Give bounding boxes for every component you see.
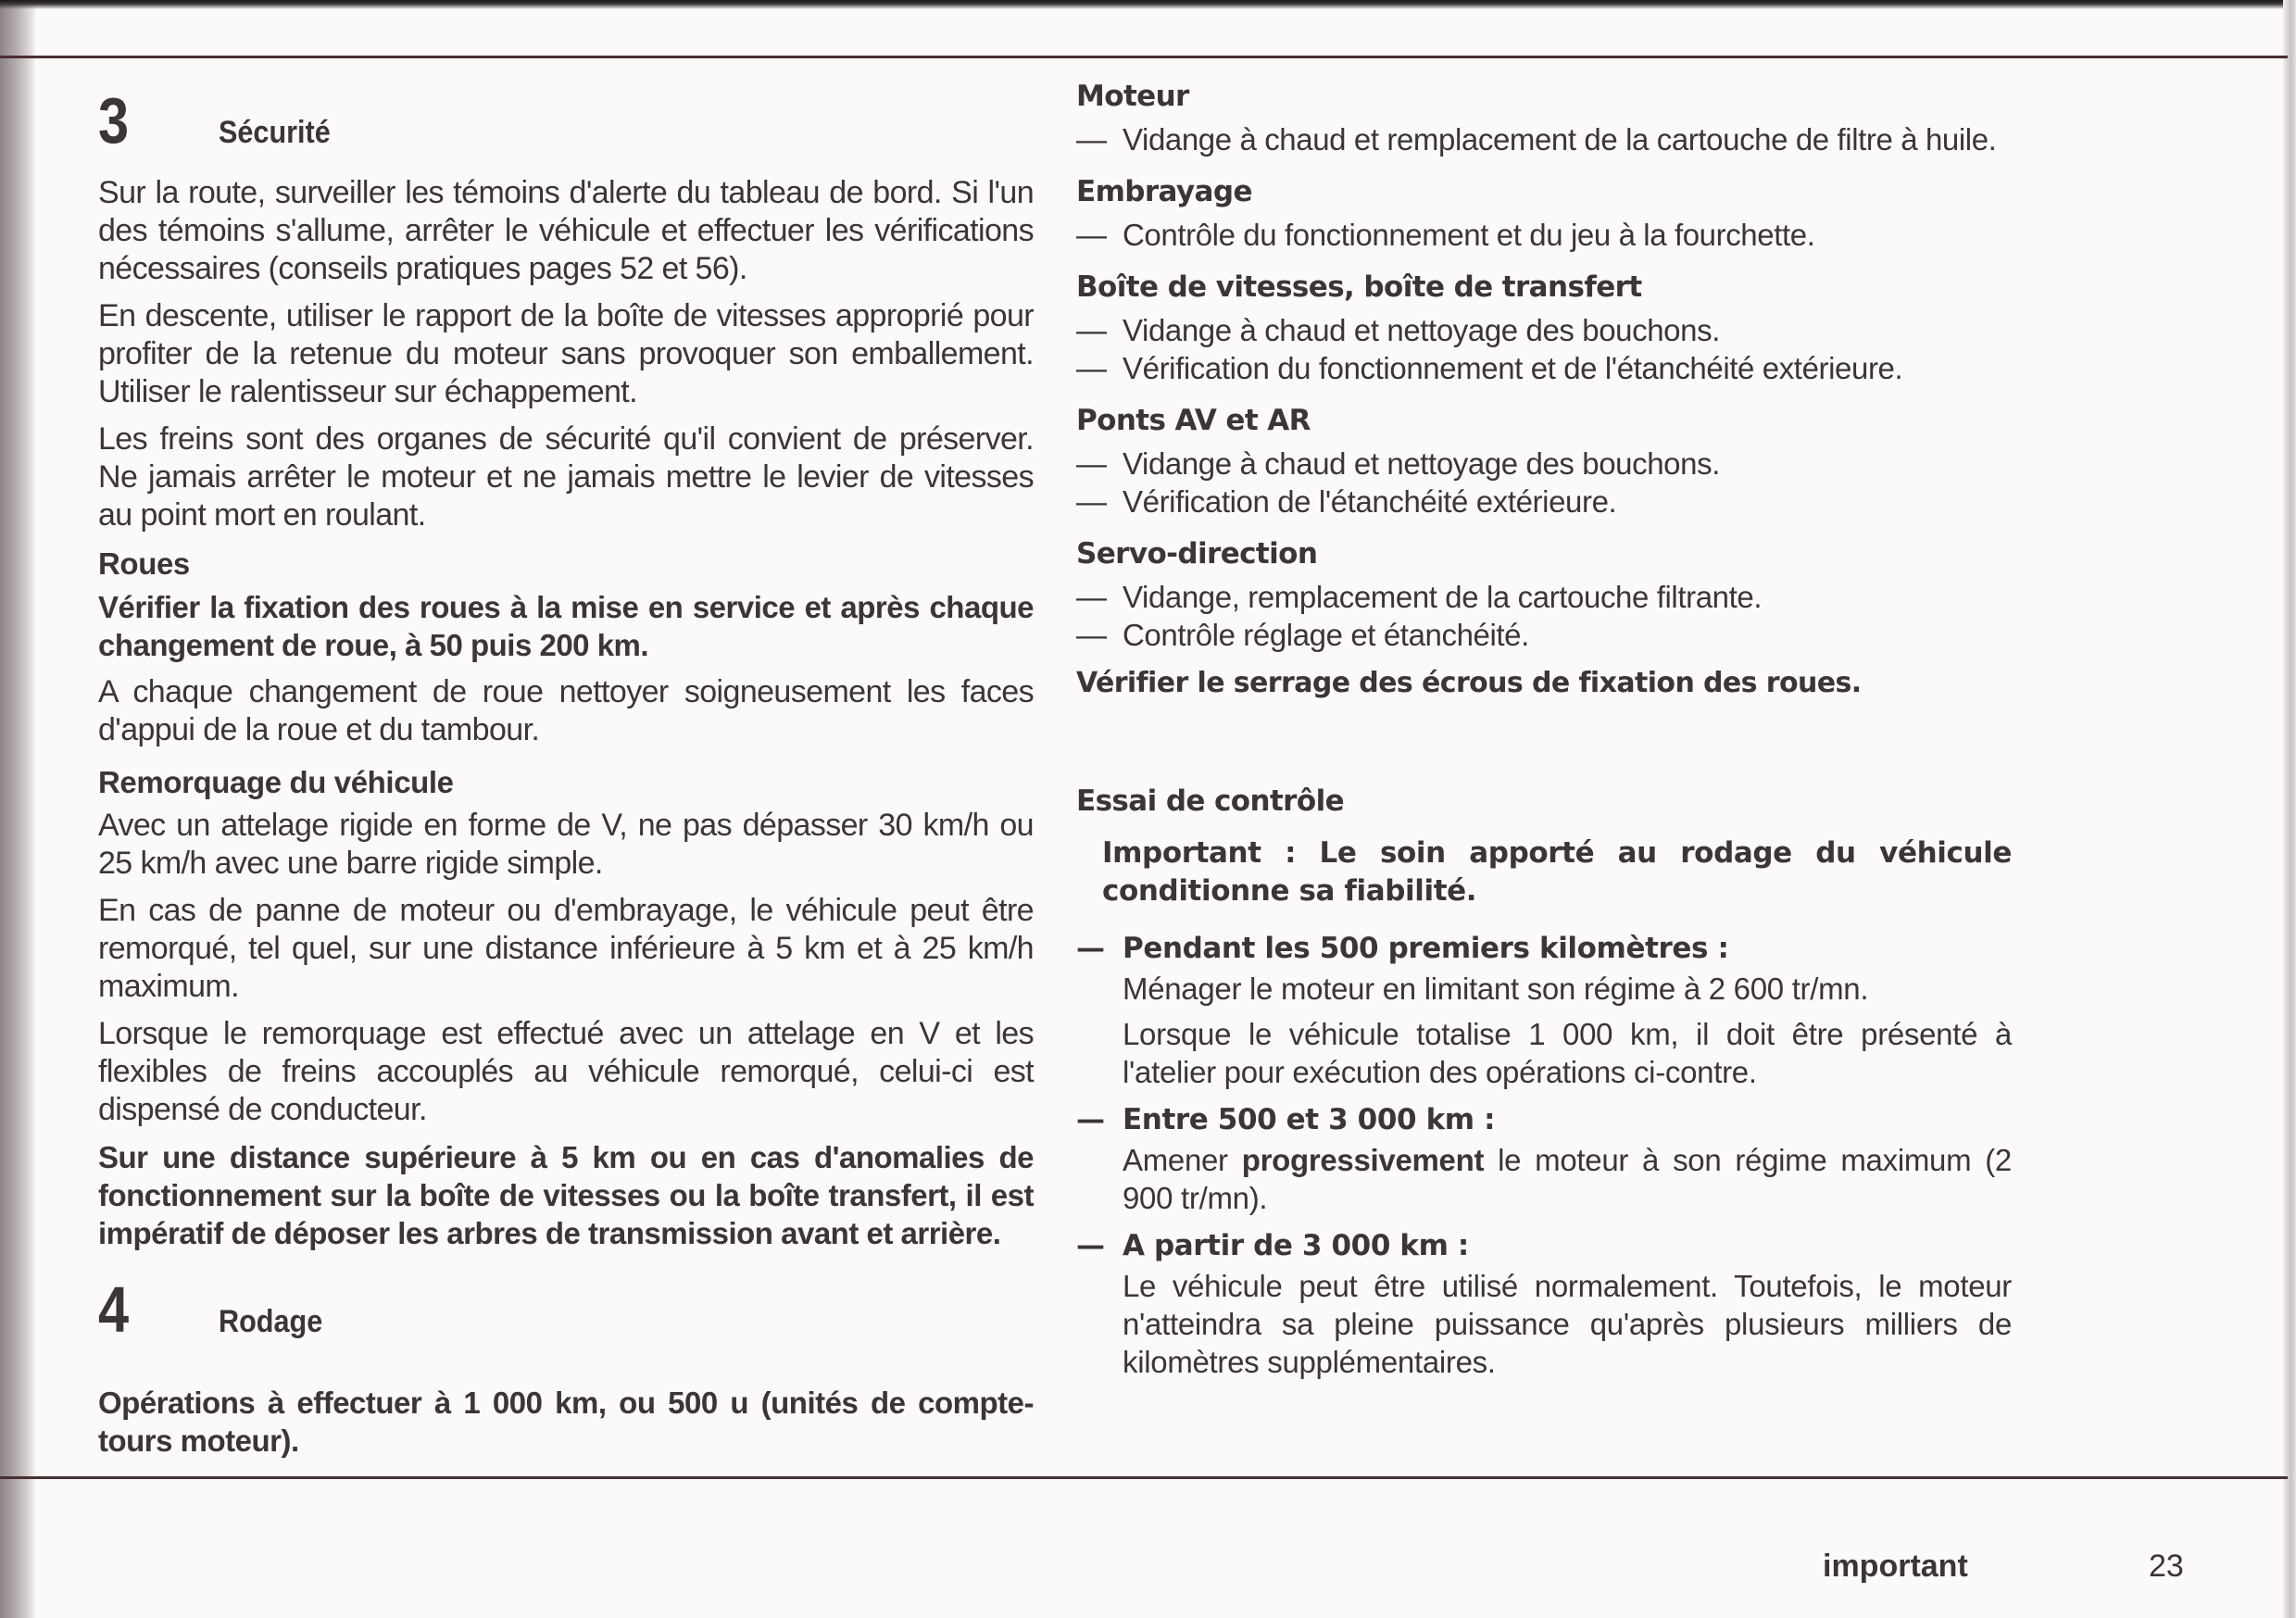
wheel-nut-warning: Vérifier le serrage des écrous de fixation des roues.: [1076, 667, 1862, 699]
phase-body: [1123, 970, 2012, 1091]
paragraph: Avec un attelage rigide en forme de V, ne pas dépasser 30 km/h ou 25 km/h avec une barre rigide simple.: [98, 808, 1034, 881]
dash-bullet: —: [1076, 932, 1105, 965]
paragraph: Sur la route, surveiller les témoins d'alerte du tableau de bord. Si l'un des témoins s'allume, arrêter le véhicule et effectuer les vérifications nécessaires (conseils pratiques pages 52 et 56).: [98, 175, 1034, 286]
maintenance-group: [1076, 533, 2012, 654]
book-spine-shadow: [0, 0, 35, 1618]
paragraph: Lorsque le remorquage est effectué avec un attelage en V et les flexibles de freins accouplés au véhicule remorqué, celui-ci est dispensé de conducteur.: [98, 1016, 1034, 1127]
list-item: — Vidange à chaud et nettoyage des bouchons.: [1076, 446, 1720, 481]
section-title: Sécurité: [219, 115, 331, 150]
bold-paragraph: Vérifier la fixation des roues à la mise en service et après chaque changement de roue, à 50 puis 200 km.: [98, 590, 1034, 662]
paragraph: En cas de panne de moteur ou d'embrayage, le véhicule peut être remorqué, tel quel, sur une distance inférieure à 5 km et à 25 km/h maximum.: [98, 893, 1034, 1004]
left-column: [98, 83, 1034, 1469]
subheading-remorquage: Remorquage du véhicule: [98, 765, 454, 799]
list-item: — Contrôle réglage et étanchéité.: [1076, 618, 1529, 652]
section-title: Rodage: [219, 1304, 323, 1339]
header-rule: [0, 56, 2288, 58]
group-heading: Ponts AV et AR: [1076, 404, 1311, 437]
phase: [1076, 1098, 2012, 1217]
dash-bullet: —: [1076, 580, 1107, 614]
phase-body: [1123, 1141, 2012, 1217]
subheading-roues: Roues: [98, 546, 190, 581]
section-3-heading: [98, 83, 1034, 157]
dash-bullet: —: [1076, 313, 1107, 347]
bold-paragraph: Opérations à effectuer à 1 000 km, ou 500 u (unités de compte-tours moteur).: [98, 1386, 1034, 1458]
maintenance-group: [1076, 76, 2012, 158]
dash-bullet: —: [1076, 351, 1107, 385]
list-item: — Vidange, remplacement de la cartouche filtrante.: [1076, 580, 1763, 614]
dash-bullet: —: [1076, 218, 1107, 252]
paragraph: Les freins sont des organes de sécurité qu'il convient de préserver. Ne jamais arrêter le moteur et ne jamais mettre le levier de vitesses au point mort en roulant.: [98, 421, 1034, 533]
scan-top-edge: [0, 0, 2296, 9]
list-item: — Contrôle du fonctionnement et du jeu à la fourchette.: [1076, 218, 1815, 252]
page-right-edge: [2283, 0, 2296, 1618]
essai-heading: Essai de contrôle: [1076, 784, 1345, 818]
phase-body: [1123, 1267, 2012, 1381]
dash-bullet: —: [1076, 1229, 1105, 1262]
group-heading: Servo-direction: [1076, 537, 1318, 571]
right-column: [1076, 72, 2012, 1388]
bold-paragraph: Sur une distance supérieure à 5 km ou en cas d'anomalies de fonctionnement sur la boîte de vitesses ou la boîte transfert, il est impératif de déposer les arbres de transmission avant et arrière.: [98, 1140, 1034, 1250]
group-heading: Embrayage: [1076, 175, 1252, 208]
maintenance-group: [1076, 171, 2012, 254]
dash-bullet: —: [1076, 484, 1107, 519]
phase-heading: — Pendant les 500 premiers kilomètres :: [1076, 927, 2012, 970]
dash-bullet: —: [1076, 446, 1107, 481]
list-item: — Vérification de l'étanchéité extérieure.: [1076, 484, 1617, 519]
paragraph: En descente, utiliser le rapport de la boîte de vitesses approprié pour profiter de la retenue du moteur sans provoquer son emballement. Utiliser le ralentisseur sur échappement.: [98, 298, 1034, 409]
important-note: Important : Le soin apporté au rodage du véhicule conditionne sa fiabilité.: [1102, 836, 2012, 908]
paragraph: Ménager le moteur en limitant son régime à 2 600 tr/mn.: [1123, 972, 1869, 1006]
page-number: 23: [2149, 1549, 2184, 1584]
paragraph: A chaque changement de roue nettoyer soigneusement les faces d'appui de la roue et du tambour.: [98, 674, 1034, 747]
dash-bullet: —: [1076, 1103, 1105, 1136]
paragraph: Amener progressivement le moteur à son régime maximum (2 900 tr/mn).: [1123, 1143, 2012, 1215]
list-item: — Vidange à chaud et nettoyage des bouchons.: [1076, 313, 1720, 347]
maintenance-group: [1076, 267, 2012, 387]
group-heading: Moteur: [1076, 80, 1189, 113]
maintenance-group: [1076, 400, 2012, 521]
phase-heading: — Entre 500 et 3 000 km :: [1076, 1098, 2012, 1141]
section-4-heading: [98, 1273, 1034, 1347]
dash-bullet: —: [1076, 122, 1107, 157]
phase: [1076, 1224, 2012, 1381]
phase: [1076, 927, 2012, 1091]
footer-label: important: [1823, 1549, 1968, 1584]
phase-heading: — A partir de 3 000 km :: [1076, 1224, 2012, 1267]
paragraph: Lorsque le véhicule totalise 1 000 km, il doit être présenté à l'atelier pour exécution des opérations ci-contre.: [1123, 1017, 2012, 1089]
list-item: — Vidange à chaud et remplacement de la cartouche de filtre à huile.: [1076, 122, 1997, 157]
dash-bullet: —: [1076, 618, 1107, 652]
list-item: — Vérification du fonctionnement et de l'étanchéité extérieure.: [1076, 351, 1903, 385]
emphasis: progressivement: [1241, 1143, 1485, 1177]
paragraph: Le véhicule peut être utilisé normalement. Toutefois, le moteur n'atteindra sa pleine puissance qu'après plusieurs milliers de kilomètres supplémentaires.: [1123, 1269, 2012, 1379]
footer-rule: [0, 1476, 2288, 1479]
section-number: 4: [98, 1273, 130, 1346]
group-heading: Boîte de vitesses, boîte de transfert: [1076, 270, 1642, 304]
section-number: 3: [98, 84, 130, 157]
